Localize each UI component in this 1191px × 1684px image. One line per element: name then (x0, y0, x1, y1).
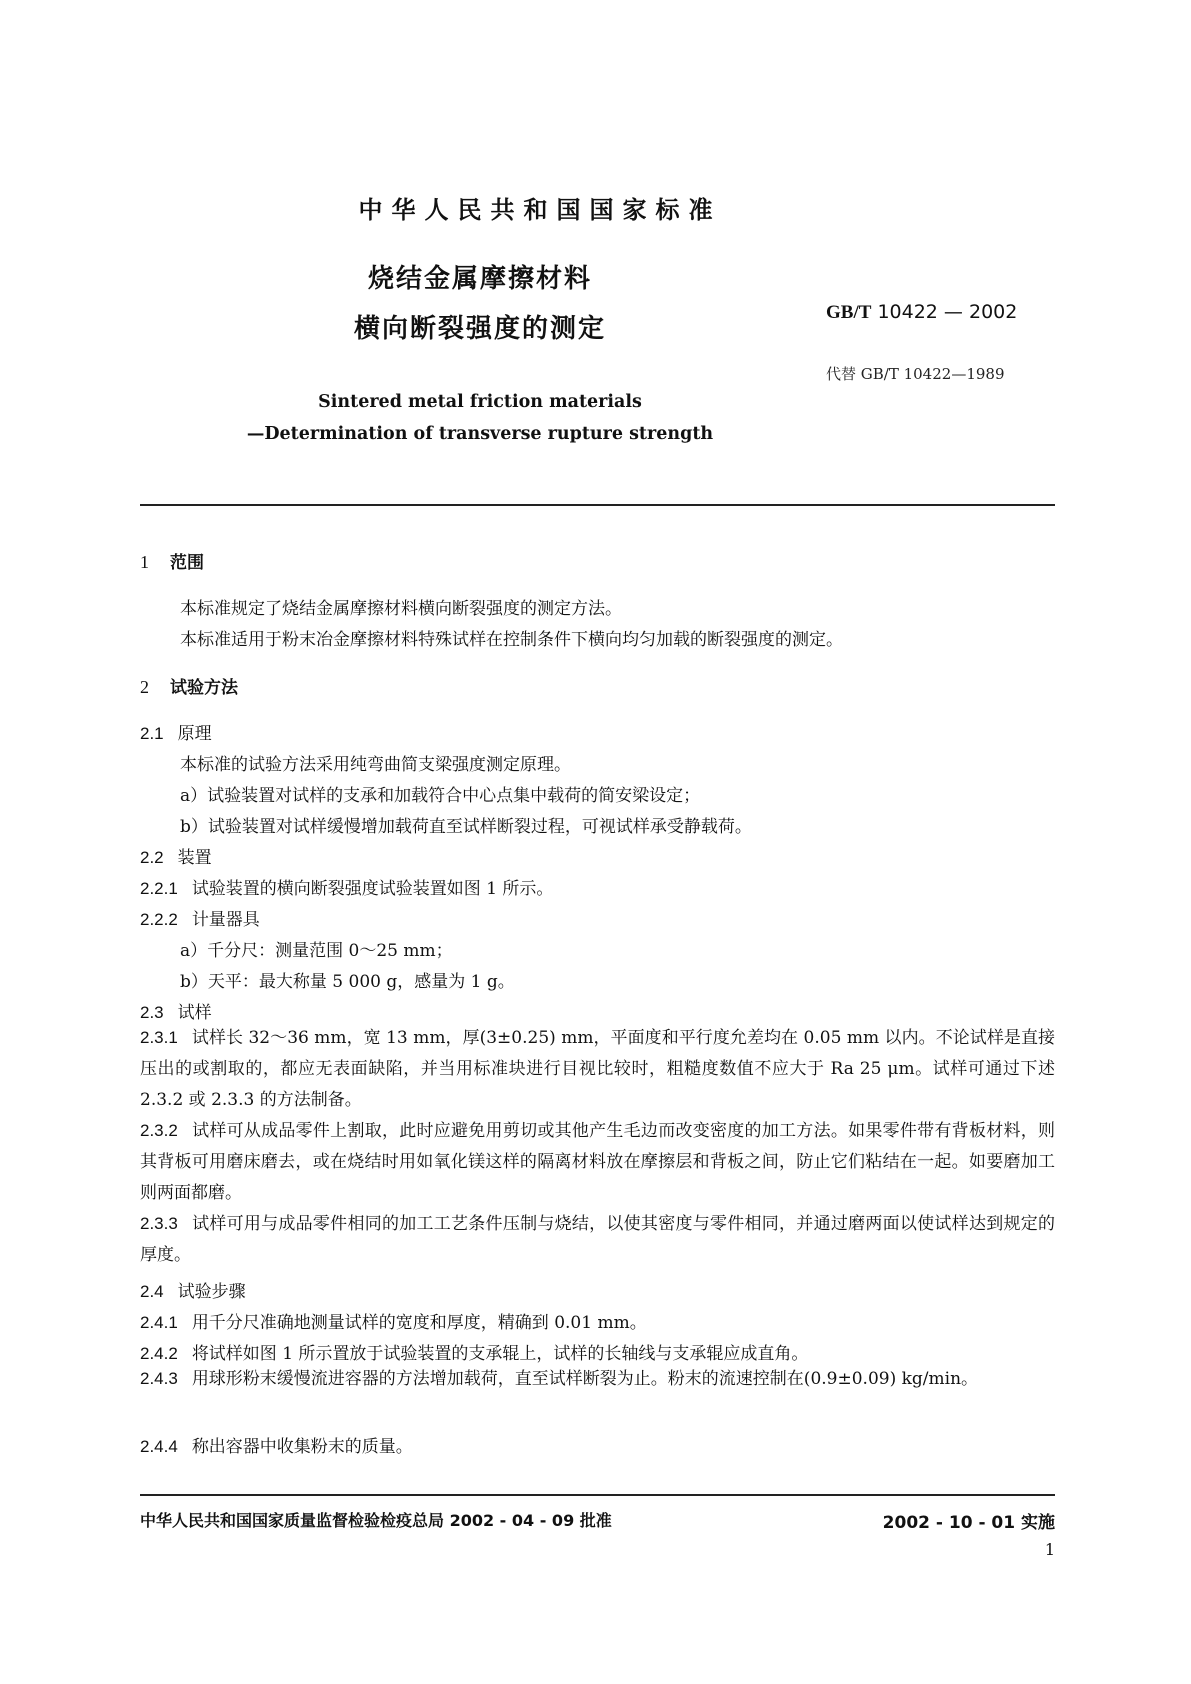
page-number: 1 (1044, 1540, 1055, 1559)
section-2-2-2-heading (140, 905, 260, 930)
section-2-2-heading (140, 843, 212, 868)
section-text: 试样可用与成品零件相同的加工工艺条件压制与烧结，以使其密度与零件相同，并通过磨两面以使试样达到规定的厚度。 (140, 1214, 1055, 1265)
section-2-1-line-2: a）试验装置对试样的支承和加载符合中心点集中载荷的简安梁设定； (180, 786, 701, 806)
section-2-3-heading (140, 998, 212, 1023)
section-number: 2.4.4 (140, 1437, 178, 1456)
effective-date: 2002 - 10 - 01 实施 (882, 1513, 1055, 1533)
section-title: 试验方法 (170, 678, 238, 698)
section-2-4-2 (140, 1339, 808, 1364)
section-2-4-4 (140, 1432, 413, 1457)
section-number: 2.2.1 (140, 879, 178, 898)
document-header: 中华人民共和国国家标准 (358, 196, 722, 224)
section-number: 2.3.2 (140, 1121, 178, 1140)
section-2-heading (140, 673, 238, 698)
section-title: 试样 (177, 1003, 212, 1023)
bottom-rule (140, 1494, 1055, 1496)
section-2-3-3 (140, 1208, 1055, 1271)
section-2-4-3 (140, 1363, 1055, 1395)
title-en-line-2: —Determination of transverse rupture strength (246, 424, 714, 444)
section-2-1-line-3: b）试验装置对试样缓慢增加载荷直至试样断裂过程，可视试样承受静载荷。 (180, 817, 752, 837)
section-2-2-1 (140, 874, 553, 899)
section-number: 2.3.3 (140, 1214, 178, 1233)
section-number: 2.3.1 (140, 1028, 178, 1047)
section-1-line-1: 本标准规定了烧结金属摩擦材料横向断裂强度的测定方法。 (180, 599, 622, 619)
standard-prefix: GB/T (826, 302, 872, 323)
section-text: 称出容器中收集粉末的质量。 (191, 1437, 413, 1457)
section-number: 2.3 (140, 1003, 164, 1022)
section-2-2-2-line-2: b）天平：最大称量 5 000 g，感量为 1 g。 (180, 972, 515, 992)
section-title: 装置 (177, 848, 212, 868)
section-number: 2.4 (140, 1282, 164, 1301)
section-2-3-2 (140, 1115, 1055, 1209)
section-number: 2 (140, 677, 149, 697)
title-zh-line-1: 烧结金属摩擦材料 (367, 264, 592, 294)
section-1-heading (140, 548, 204, 573)
replaces-standard: 代替 GB/T 10422—1989 (826, 365, 1005, 383)
section-2-1-line-1: 本标准的试验方法采用纯弯曲简支梁强度测定原理。 (180, 755, 571, 775)
section-number: 1 (140, 552, 149, 572)
section-2-3-1 (140, 1022, 1055, 1116)
section-text: 试样长 32～36 mm，宽 13 mm，厚(3±0.25) mm，平面度和平行度允差均在 0.05 mm 以内。不论试样是直接压出的或割取的，都应无表面缺陷，并当用标准块进行目视比较时，粗糙度数值不应大于 Ra 25 μm。试样可通过下述 2.3.2 或 2.3.3 的方法制备。 (140, 1028, 1055, 1110)
title-en-line-1: Sintered metal friction materials (318, 392, 642, 412)
section-text: 用球形粉末缓慢流进容器的方法增加载荷，直至试样断裂为止。粉末的流速控制在(0.9±0.09) kg/min。 (191, 1369, 979, 1389)
top-rule (140, 504, 1055, 506)
section-1-line-2: 本标准适用于粉末冶金摩擦材料特殊试样在控制条件下横向均匀加载的断裂强度的测定。 (180, 630, 843, 650)
section-text: 试验装置的横向断裂强度试验装置如图 1 所示。 (191, 879, 554, 899)
section-text: 将试样如图 1 所示置放于试验装置的支承辊上，试样的长轴线与支承辊应成直角。 (191, 1344, 809, 1364)
section-number: 2.2 (140, 848, 164, 867)
section-number: 2.4.1 (140, 1313, 178, 1332)
section-text: 用千分尺准确地测量试样的宽度和厚度，精确到 0.01 mm。 (191, 1313, 647, 1333)
section-title: 计量器具 (191, 910, 260, 930)
section-number: 2.1 (140, 724, 164, 743)
section-2-4-1 (140, 1308, 647, 1333)
section-number: 2.4.2 (140, 1344, 178, 1363)
section-2-2-2-line-1: a）千分尺：测量范围 0～25 mm； (180, 941, 453, 961)
section-text: 试样可从成品零件上割取，此时应避免用剪切或其他产生毛边而改变密度的加工方法。如果零件带有背板材料，则其背板可用磨床磨去，或在烧结时用如氧化镁这样的隔离材料放在摩擦层和背板之间，防止它们粘结在一起。如要磨加工则两面都磨。 (140, 1121, 1055, 1203)
section-2-4-heading (140, 1277, 246, 1302)
section-title: 原理 (177, 724, 212, 744)
section-title: 范围 (170, 553, 204, 573)
title-zh-line-2: 横向断裂强度的测定 (353, 314, 606, 344)
standard-number (826, 301, 1017, 324)
section-title: 试验步骤 (177, 1282, 246, 1302)
section-number: 2.2.2 (140, 910, 178, 929)
section-2-1-heading (140, 719, 212, 744)
approval-line: 中华人民共和国国家质量监督检验检疫总局 2002 - 04 - 09 批准 (140, 1511, 612, 1530)
standard-code: 10422 — 2002 (877, 301, 1018, 323)
section-number: 2.4.3 (140, 1369, 178, 1388)
